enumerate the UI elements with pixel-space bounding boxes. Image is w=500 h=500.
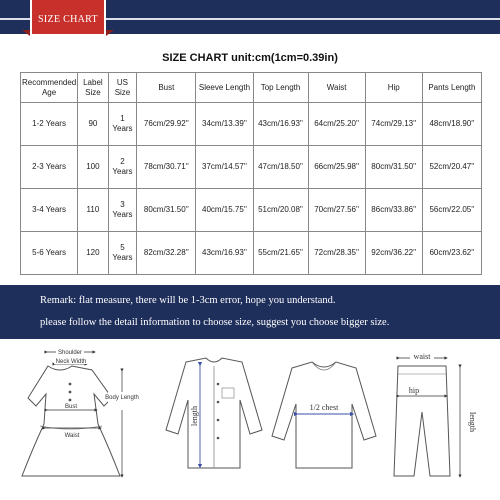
table-cell: 90 [78,103,109,146]
badge-title: SIZE CHART [38,14,98,25]
table-cell: 100 [78,146,109,189]
pants-diagram [394,352,477,476]
table-cell: 2 Years [108,146,137,189]
shirt-button [217,419,220,422]
table-cell: 55cm/21.65'' [253,232,308,275]
table-cell: 60cm/23.62'' [422,232,481,275]
chart-title: SIZE CHART unit:cm(1cm=0.39in) [162,52,338,64]
garment-illustrations [0,340,500,500]
dress-outline [22,366,120,476]
chest-label: 1/2 chest [309,403,339,412]
table-cell: 37cm/14.57'' [196,146,253,189]
table-cell: 43cm/16.93'' [196,232,253,275]
sweater-outline [272,362,376,468]
table-row [21,232,482,275]
waist-label: Waist [64,433,80,439]
pants-outline [394,366,450,476]
table-cell: 72cm/28.35'' [308,232,365,275]
dress-button [69,383,72,386]
table-row [21,103,482,146]
table-cell: 86cm/33.86'' [365,189,422,232]
table-cell: 82cm/32.28'' [137,232,196,275]
pants-hip-label: hip [408,386,420,395]
size-chart-badge [22,0,114,44]
sweater-diagram [272,362,376,468]
bust-label: Bust [64,404,78,410]
table-cell: 34cm/13.39'' [196,103,253,146]
remark-line-2: please follow the detail information to choose size, suggest you choose bigger size. [40,317,390,328]
shirt-button [217,401,220,404]
header-cell: Hip [365,73,422,103]
dress-button [69,391,72,394]
header-cell: Bust [137,73,196,103]
table-cell: 78cm/30.71'' [137,146,196,189]
table-cell: 47cm/18.50'' [253,146,308,189]
body-length-label: Body Length [105,395,139,401]
header-cell: Sleeve Length [196,73,253,103]
pants-length-label: length [468,412,477,432]
table-cell: 5 Years [108,232,137,275]
table-cell: 76cm/29.92'' [137,103,196,146]
neck-width-label: Neck Width [55,359,87,365]
table-cell: 43cm/16.93'' [253,103,308,146]
table-cell: 1 Years [108,103,137,146]
header-cell: Top Length [253,73,308,103]
table-cell: 92cm/36.22'' [365,232,422,275]
header-cell: Waist [308,73,365,103]
table-cell: 80cm/31.50'' [137,189,196,232]
shirt-button [217,383,220,386]
table-cell: 110 [78,189,109,232]
table-cell: 3-4 Years [21,189,78,232]
table-cell: 70cm/27.56'' [308,189,365,232]
table-cell: 120 [78,232,109,275]
table-cell: 66cm/25.98'' [308,146,365,189]
header-cell: US Size [108,73,137,103]
remark-line-1: Remark: flat measure, there will be 1-3cm error, hope you understand. [40,295,336,306]
table-cell: 3 Years [108,189,137,232]
shirt-diagram [166,358,262,468]
table-cell: 74cm/29.13'' [365,103,422,146]
table-cell: 52cm/20.47'' [422,146,481,189]
table-cell: 48cm/18.90'' [422,103,481,146]
table-cell: 40cm/15.75'' [196,189,253,232]
header-cell: Recommended Age [21,73,78,103]
size-table [20,72,482,275]
shoulder-label: Shoulder [57,350,83,356]
table-cell: 1-2 Years [21,103,78,146]
table-cell: 2-3 Years [21,146,78,189]
table-row [21,146,482,189]
header-cell: Label Size [78,73,109,103]
measurement-diagrams [0,340,500,500]
dress-button [69,399,72,402]
table-cell: 51cm/20.08'' [253,189,308,232]
remark-banner [0,285,500,339]
table-cell: 64cm/25.20'' [308,103,365,146]
table-row [21,189,482,232]
shirt-length-label: length [190,406,199,426]
header-cell: Pants Length [422,73,481,103]
table-cell: 56cm/22.05'' [422,189,481,232]
table-cell: 80cm/31.50'' [365,146,422,189]
table-header-row [21,73,482,103]
shirt-button [217,437,220,440]
dress-diagram [22,348,139,476]
pants-waist-label: waist [413,352,431,361]
table-cell: 5-6 Years [21,232,78,275]
